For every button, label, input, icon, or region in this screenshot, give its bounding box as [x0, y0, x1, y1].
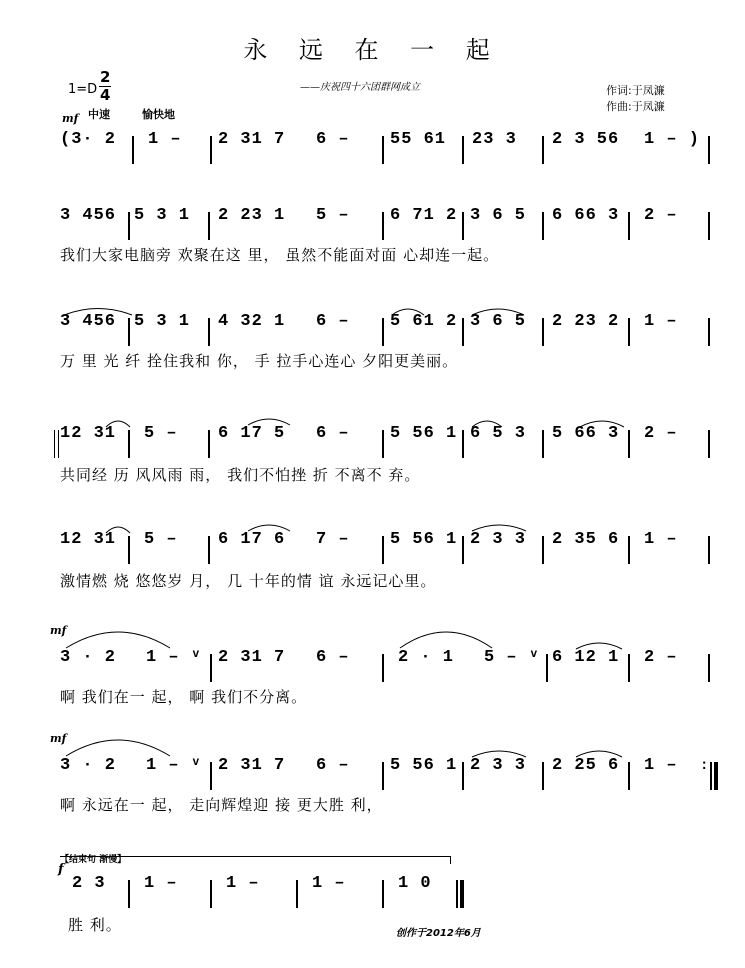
lyrics-line: 万 里 光 纤 拴住我和 你， 手 拉手心连心 夕阳更美丽。 — [60, 352, 459, 370]
measure: 3 · 2 — [60, 648, 117, 667]
score-line-5 — [60, 530, 720, 590]
measure: 2 – — [644, 206, 678, 225]
measure: 1 – — [644, 530, 678, 549]
coda-bracket-end — [450, 856, 451, 864]
measure: 1 – — [644, 756, 678, 775]
measure: 2 31 7 — [218, 130, 286, 149]
measure: 5 3 1 — [134, 312, 191, 331]
dynamic-mf-line7: mf — [50, 732, 67, 745]
measure: 2 3 — [72, 874, 106, 893]
expression-marking: 愉快地 — [142, 108, 175, 121]
time-sig-numerator: 2 — [100, 68, 111, 86]
measure: 5 56 1 — [390, 530, 458, 549]
measure: 1 0 — [398, 874, 432, 893]
lyrics-line: 共同经 历 风风雨 雨， 我们不怕挫 折 不离不 弃。 — [60, 466, 421, 484]
measure: 3 6 5 — [470, 206, 527, 225]
dynamic-f: f — [58, 862, 64, 877]
measure: 2 · 1 — [398, 648, 455, 667]
measure: 5 3 1 — [134, 206, 191, 225]
measure: 3 456 — [60, 312, 117, 331]
lyricist-credit: 作词:于凤濂 — [606, 84, 665, 97]
measure: 6 – — [316, 130, 350, 149]
measure: 1 – — [144, 874, 178, 893]
measure: 6 17 5 — [218, 424, 286, 443]
measure: 1 – — [312, 874, 346, 893]
coda-label: 【结束句 渐慢】 — [60, 855, 127, 865]
lyrics-line: 我们大家电脑旁 欢聚在这 里， 虽然不能面对面 心却连一起。 — [60, 246, 500, 264]
measure: 5 – — [144, 424, 178, 443]
measure: 2 – — [644, 424, 678, 443]
lyrics-line: 啊 永远在一 起， 走向辉煌迎 接 更大胜 利， — [60, 796, 383, 814]
measure: 5 61 2 — [390, 312, 458, 331]
score-line-2 — [60, 206, 720, 264]
measure: 2 31 7 — [218, 648, 286, 667]
measure: 5 – — [144, 530, 178, 549]
measure: 23 3 — [472, 130, 517, 149]
measure: 6 66 3 — [552, 206, 620, 225]
measure: 6 – — [316, 312, 350, 331]
measure: 6 – — [316, 424, 350, 443]
lyrics-line: 激情燃 烧 悠悠岁 月， 几 十年的情 谊 永远记心里。 — [60, 572, 437, 590]
measure: 3 6 5 — [470, 312, 527, 331]
measure: 2 35 6 — [552, 530, 620, 549]
measure: 2 23 2 — [552, 312, 620, 331]
song-subtitle: ——庆祝四十六团群网成立 — [300, 82, 420, 93]
song-title: 永 远 在 一 起 — [243, 36, 502, 64]
measure: 2 23 1 — [218, 206, 286, 225]
measure: 1 – — [644, 312, 678, 331]
score-line-6 — [60, 648, 720, 706]
key-signature: 1=D — [68, 82, 98, 97]
measure: (3· 2 — [60, 130, 117, 149]
repeat-dots: : — [700, 758, 710, 774]
score-line-1 — [60, 130, 720, 170]
time-sig-denominator: 4 — [100, 86, 111, 104]
composer-credit: 作曲:于凤濂 — [606, 100, 665, 113]
measure: 6 5 3 — [470, 424, 527, 443]
measure: 5 66 3 — [552, 424, 620, 443]
measure: 12 31 — [60, 530, 117, 549]
measure: 4 32 1 — [218, 312, 286, 331]
measure: 6 71 2 — [390, 206, 458, 225]
measure: 6 – — [316, 756, 350, 775]
measure: 6 12 1 — [552, 648, 620, 667]
lyrics-line: 胜 利。 — [68, 916, 122, 934]
tempo-marking: 中速 — [88, 108, 110, 121]
measure: 5 56 1 — [390, 756, 458, 775]
measure: 2 3 56 — [552, 130, 620, 149]
measure: 6 – — [316, 648, 350, 667]
score-line-7 — [60, 756, 720, 814]
measure: 55 61 — [390, 130, 447, 149]
composition-date: 创作于2012年6月 — [396, 928, 481, 939]
measure: 6 17 6 — [218, 530, 286, 549]
dynamic-mf-line6: mf — [50, 624, 67, 637]
dynamic-mf: mf — [62, 112, 79, 125]
measure: 3 · 2 — [60, 756, 117, 775]
measure: 2 3 3 — [470, 756, 527, 775]
measure: 1 – — [148, 130, 182, 149]
measure: 12 31 — [60, 424, 117, 443]
measure: 5 56 1 — [390, 424, 458, 443]
measure: 1 – ᵛ — [146, 756, 203, 775]
measure: 1 – ᵛ — [146, 648, 203, 667]
measure: 7 – — [316, 530, 350, 549]
measure: 2 31 7 — [218, 756, 286, 775]
measure: 3 456 — [60, 206, 117, 225]
lyrics-line: 啊 我们在一 起， 啊 我们不分离。 — [60, 688, 308, 706]
score-line-4 — [60, 424, 720, 484]
measure: 1 – ) — [644, 130, 701, 149]
score-line-3 — [60, 312, 720, 370]
measure: 1 – — [226, 874, 260, 893]
measure: 2 – — [644, 648, 678, 667]
measure: 5 – — [316, 206, 350, 225]
measure: 5 – ᵛ — [484, 648, 541, 667]
measure: 2 3 3 — [470, 530, 527, 549]
measure: 2 25 6 — [552, 756, 620, 775]
